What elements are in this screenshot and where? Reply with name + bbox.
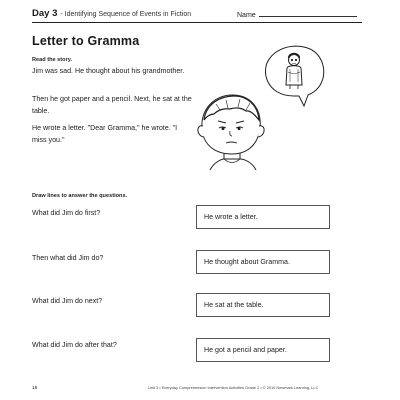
answer-box-2[interactable]: [196, 250, 330, 274]
boy-figure: [198, 95, 264, 170]
name-line[interactable]: [259, 10, 357, 17]
question-4: What did Jim do after that?: [32, 341, 117, 349]
questions-instruction: Draw lines to answer the questions.: [32, 193, 128, 199]
story-paragraph: Jim was sad. He thought about his grandmother.: [32, 67, 185, 75]
lesson-subtitle: - Identifying Sequence of Events in Fiction: [60, 11, 192, 18]
page-title: Letter to Gramma: [32, 34, 140, 48]
answer-box-1[interactable]: [196, 205, 330, 229]
story-paragraph: Then he got paper and a pencil. Next, he sat at the table.: [32, 95, 192, 115]
name-label: Name: [237, 12, 256, 19]
answer-box-3[interactable]: [196, 293, 330, 317]
question-2: Then what did Jim do?: [32, 254, 104, 262]
day-label: Day 3: [32, 8, 58, 19]
worksheet-header: [32, 8, 362, 22]
question-3: What did Jim do next?: [32, 297, 103, 305]
story-paragraph: He wrote a letter. "Dear Gramma," he wrote. "I miss you.": [32, 124, 178, 144]
answer-text: He thought about Gramma.: [204, 258, 290, 266]
story-instruction: Read the story.: [32, 57, 72, 63]
answer-text: He got a pencil and paper.: [204, 346, 287, 354]
grandmother-figure: [286, 54, 302, 90]
header-divider: [32, 22, 362, 23]
footer-credit: Unit 3 • Everyday Comprehension Intervention Activities Grade 2 • © 2010 Newmark Learning, LLC: [148, 385, 319, 390]
answer-text: He wrote a letter.: [204, 213, 258, 221]
answer-text: He sat at the table.: [204, 301, 264, 309]
question-1: What did Jim do first?: [32, 209, 101, 217]
boy-thinking-illustration: [196, 38, 336, 188]
page-number: 16: [32, 386, 38, 391]
name-field[interactable]: [237, 10, 357, 19]
answer-box-4[interactable]: [196, 338, 330, 362]
